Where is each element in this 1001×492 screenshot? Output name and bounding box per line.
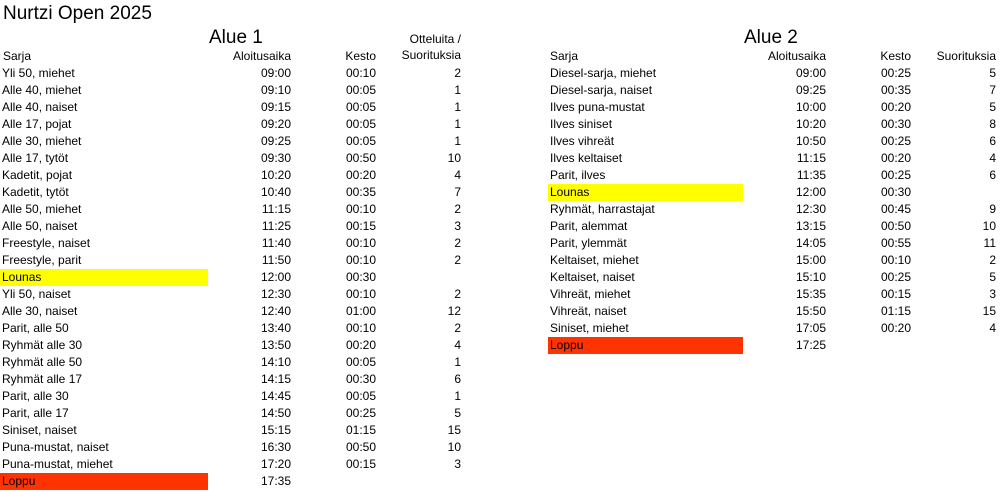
count: 9: [989, 202, 996, 216]
start-time: 15:10: [795, 270, 826, 284]
series-name: Ryhmät alle 30: [2, 338, 83, 352]
schedule-row: [0, 303, 470, 320]
duration: 00:50: [345, 151, 376, 165]
schedule-row: [547, 269, 999, 286]
start-time: 14:05: [795, 236, 826, 250]
count: 2: [454, 66, 461, 80]
start-time: 13:15: [795, 219, 826, 233]
duration: 00:50: [345, 440, 376, 454]
schedule-row: [547, 116, 999, 133]
duration: 00:45: [880, 202, 911, 216]
start-time: 10:50: [795, 134, 826, 148]
series-name: Ilves puna-mustat: [550, 100, 645, 114]
start-time: 10:40: [260, 185, 291, 199]
area-2-header-count: Suorituksia: [936, 49, 996, 63]
series-name: Puna-mustat, naiset: [2, 440, 109, 454]
schedule-row: [0, 116, 470, 133]
duration: 00:30: [880, 185, 911, 199]
duration: 01:15: [880, 304, 911, 318]
area-1-header-start: Aloitusaika: [232, 49, 291, 63]
start-time: 14:15: [260, 372, 291, 386]
schedule-row: [547, 218, 999, 235]
schedule-row: [0, 167, 470, 184]
count: 1: [454, 100, 461, 114]
series-name: Alle 50, naiset: [2, 219, 78, 233]
count: 6: [989, 134, 996, 148]
start-time: 09:20: [260, 117, 291, 131]
schedule-row: [0, 320, 470, 337]
duration: 00:05: [345, 100, 376, 114]
series-name: Ilves vihreät: [550, 134, 615, 148]
start-time: 10:20: [260, 168, 291, 182]
series-name: Parit, alle 30: [2, 389, 69, 403]
duration: 00:25: [345, 406, 376, 420]
series-name: Ryhmät, harrastajat: [550, 202, 655, 216]
count: 15: [447, 423, 461, 437]
duration: 00:10: [880, 253, 911, 267]
series-name: Siniset, naiset: [2, 423, 77, 437]
duration: 00:20: [880, 100, 911, 114]
start-time: 17:25: [795, 338, 826, 352]
page-title: Nurtzi Open 2025: [3, 3, 152, 24]
area-2-header-start: Aloitusaika: [767, 49, 826, 63]
duration: 00:20: [880, 151, 911, 165]
series-name: Lounas: [0, 269, 208, 286]
series-name: Ryhmät alle 17: [2, 372, 83, 386]
series-name: Freestyle, parit: [2, 253, 82, 267]
schedule-row: [0, 337, 470, 354]
duration: 00:20: [345, 338, 376, 352]
series-name: Freestyle, naiset: [2, 236, 91, 250]
start-time: 15:50: [795, 304, 826, 318]
start-time: 10:00: [795, 100, 826, 114]
schedule-row: [547, 150, 999, 167]
duration: 00:10: [345, 236, 376, 250]
area-2-title: Alue 2: [744, 27, 798, 48]
duration: 00:20: [345, 168, 376, 182]
series-name: Loppu: [548, 337, 743, 354]
series-name: Alle 40, naiset: [2, 100, 78, 114]
series-name: Puna-mustat, miehet: [2, 457, 113, 471]
schedule-row: [0, 252, 470, 269]
start-time: 12:00: [260, 270, 291, 284]
count: 1: [454, 389, 461, 403]
duration: 00:25: [880, 270, 911, 284]
count: 1: [454, 83, 461, 97]
count: 8: [989, 117, 996, 131]
duration: 00:05: [345, 355, 376, 369]
series-name: Parit, alemmat: [550, 219, 628, 233]
series-name: Lounas: [548, 184, 743, 201]
schedule-row: [0, 422, 470, 439]
area-1-header-count-line1: Otteluita /: [409, 32, 461, 46]
count: 2: [454, 287, 461, 301]
start-time: 13:50: [260, 338, 291, 352]
start-time: 09:10: [260, 83, 291, 97]
start-time: 11:25: [261, 219, 291, 233]
series-name: Siniset, miehet: [550, 321, 629, 335]
series-name: Yli 50, miehet: [2, 66, 75, 80]
count: 2: [454, 321, 461, 335]
schedule-row: [0, 235, 470, 252]
schedule-row: [547, 133, 999, 150]
start-time: 12:30: [795, 202, 826, 216]
duration: 00:15: [880, 287, 911, 301]
count: 5: [989, 270, 996, 284]
series-name: Parit, ylemmät: [550, 236, 627, 250]
duration: 00:25: [880, 134, 911, 148]
series-name: Diesel-sarja, miehet: [550, 66, 657, 80]
schedule-row: [0, 405, 470, 422]
duration: 00:55: [880, 236, 911, 250]
duration: 01:15: [345, 423, 376, 437]
series-name: Ilves siniset: [550, 117, 613, 131]
start-time: 16:30: [260, 440, 291, 454]
duration: 01:00: [345, 304, 376, 318]
duration: 00:20: [880, 321, 911, 335]
count: 1: [454, 134, 461, 148]
schedule-row: [547, 201, 999, 218]
start-time: 12:00: [795, 185, 826, 199]
series-name: Parit, alle 50: [2, 321, 69, 335]
start-time: 11:35: [796, 168, 826, 182]
duration: 00:10: [345, 253, 376, 267]
start-time: 12:40: [260, 304, 291, 318]
count: 10: [447, 151, 461, 165]
series-name: Alle 40, miehet: [2, 83, 82, 97]
count: 10: [447, 440, 461, 454]
count: 1: [454, 117, 461, 131]
schedule-row: [0, 133, 470, 150]
series-name: Diesel-sarja, naiset: [550, 83, 653, 97]
count: 5: [989, 66, 996, 80]
schedule-row: [0, 439, 470, 456]
schedule-row: [0, 371, 470, 388]
start-time: 11:50: [261, 253, 291, 267]
schedule-row-end: [0, 473, 470, 490]
start-time: 09:25: [260, 134, 291, 148]
area-1-header-count-line2: Suorituksia: [401, 48, 461, 62]
duration: 00:30: [345, 270, 376, 284]
series-name: Loppu: [0, 473, 208, 490]
schedule-row: [0, 354, 470, 371]
duration: 00:10: [345, 202, 376, 216]
schedule-row: [0, 218, 470, 235]
schedule-row-end: [547, 337, 999, 354]
series-name: Alle 30, miehet: [2, 134, 82, 148]
schedule-row: [0, 82, 470, 99]
count: 11: [983, 236, 996, 250]
series-name: Alle 30, naiset: [2, 304, 78, 318]
duration: 00:30: [880, 117, 911, 131]
start-time: 15:35: [795, 287, 826, 301]
series-name: Parit, alle 17: [2, 406, 69, 420]
start-time: 14:50: [260, 406, 291, 420]
duration: 00:50: [880, 219, 911, 233]
count: 3: [454, 219, 461, 233]
count: 2: [454, 202, 461, 216]
count: 3: [454, 457, 461, 471]
schedule-row: [0, 456, 470, 473]
duration: 00:10: [345, 321, 376, 335]
start-time: 17:05: [795, 321, 826, 335]
duration: 00:05: [345, 389, 376, 403]
schedule-row: [0, 150, 470, 167]
start-time: 14:10: [260, 355, 291, 369]
count: 5: [454, 406, 461, 420]
duration: 00:35: [880, 83, 911, 97]
area-1-schedule: [0, 65, 470, 490]
start-time: 09:00: [795, 66, 826, 80]
count: 2: [454, 236, 461, 250]
schedule-row: [547, 235, 999, 252]
count: 15: [982, 304, 996, 318]
count: 10: [982, 219, 996, 233]
duration: 00:05: [345, 134, 376, 148]
area-1-header-series: Sarja: [3, 49, 32, 63]
start-time: 12:30: [260, 287, 291, 301]
start-time: 09:30: [260, 151, 291, 165]
count: 4: [989, 321, 996, 335]
schedule-row: [547, 167, 999, 184]
start-time: 17:20: [260, 457, 291, 471]
schedule-row: [0, 99, 470, 116]
start-time: 09:25: [795, 83, 826, 97]
duration: 00:10: [345, 287, 376, 301]
duration: 00:10: [345, 66, 376, 80]
count: 1: [454, 355, 461, 369]
duration: 00:05: [345, 83, 376, 97]
series-name: Vihreät, miehet: [550, 287, 631, 301]
schedule-row: [0, 184, 470, 201]
schedule-row: [547, 252, 999, 269]
count: 7: [989, 83, 996, 97]
start-time: 11:15: [261, 202, 291, 216]
duration: 00:05: [345, 117, 376, 131]
series-name: Ryhmät alle 50: [2, 355, 83, 369]
count: 7: [454, 185, 461, 199]
schedule-row: [547, 82, 999, 99]
count: 4: [454, 338, 461, 352]
area-2-schedule: [547, 65, 999, 354]
schedule-row: [0, 201, 470, 218]
series-name: Alle 17, tytöt: [2, 151, 69, 165]
start-time: 14:45: [260, 389, 291, 403]
series-name: Keltaiset, naiset: [550, 270, 635, 284]
area-1-title: Alue 1: [209, 27, 263, 48]
duration: 00:35: [345, 185, 376, 199]
start-time: 11:40: [261, 236, 291, 250]
start-time: 17:35: [260, 474, 291, 488]
schedule-row: [547, 65, 999, 82]
series-name: Yli 50, naiset: [2, 287, 71, 301]
start-time: 15:00: [795, 253, 826, 267]
duration: 00:25: [880, 168, 911, 182]
schedule-row-lunch: [0, 269, 470, 286]
series-name: Alle 50, miehet: [2, 202, 82, 216]
count: 6: [989, 168, 996, 182]
series-name: Parit, ilves: [550, 168, 606, 182]
count: 5: [989, 100, 996, 114]
schedule-row-lunch: [547, 184, 999, 201]
area-1-header-duration: Kesto: [345, 49, 376, 63]
series-name: Kadetit, pojat: [2, 168, 73, 182]
duration: 00:25: [880, 66, 911, 80]
series-name: Kadetit, tytöt: [2, 185, 69, 199]
count: 6: [454, 372, 461, 386]
start-time: 09:00: [260, 66, 291, 80]
count: 4: [989, 151, 996, 165]
schedule-row: [547, 303, 999, 320]
start-time: 11:15: [796, 151, 826, 165]
count: 3: [989, 287, 996, 301]
series-name: Ilves keltaiset: [550, 151, 623, 165]
duration: 00:30: [345, 372, 376, 386]
schedule-row: [0, 286, 470, 303]
schedule-row: [547, 286, 999, 303]
area-2-header-series: Sarja: [550, 49, 579, 63]
series-name: Alle 17, pojat: [2, 117, 72, 131]
start-time: 10:20: [795, 117, 826, 131]
series-name: Keltaiset, miehet: [550, 253, 639, 267]
count: 12: [447, 304, 461, 318]
start-time: 09:15: [260, 100, 291, 114]
area-2-header-duration: Kesto: [880, 49, 911, 63]
start-time: 15:15: [260, 423, 291, 437]
count: 4: [454, 168, 461, 182]
schedule-row: [547, 320, 999, 337]
count: 2: [454, 253, 461, 267]
duration: 00:15: [345, 457, 376, 471]
schedule-row: [547, 99, 999, 116]
schedule-row: [0, 65, 470, 82]
duration: 00:15: [345, 219, 376, 233]
schedule-row: [0, 388, 470, 405]
series-name: Vihreät, naiset: [550, 304, 627, 318]
start-time: 13:40: [260, 321, 291, 335]
count: 2: [989, 253, 996, 267]
